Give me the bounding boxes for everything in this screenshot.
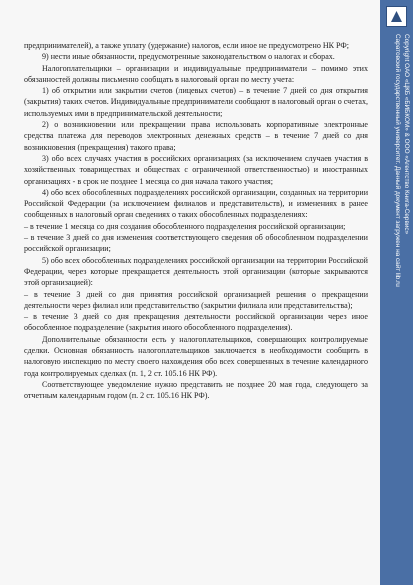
sidebar-line-2: Саратовский государственный университет. Данный документ загружен на сайт lib.ru (394, 34, 401, 287)
paragraph-item-4: 4) обо всех обособленных подразделениях российской организации, созданных на территории Российской Федерации (за исключением филиалов и представительств), и изменениях в ранее сообщенных в налоговый орган сведениях о таких обособленных подразделениях: (24, 187, 368, 220)
paragraph-item-3: 3) обо всех случаях участия в российских организациях (за исключением случаев участия в хозяйственных товариществах и обществах с ограниченной ответственностью) и иностранных организациях - в срок не позднее 1 месяца со дня начала такого участия; (24, 153, 368, 186)
paragraph-item-9: 9) нести иные обязанности, предусмотренные законодательством о налогах и сборах. (42, 52, 335, 62)
copyright-sidebar (380, 0, 413, 585)
logo-mark-icon (391, 11, 402, 22)
library-logo-icon (386, 6, 407, 27)
paragraph-item-2: 2) о возникновении или прекращении права использовать корпоративные электронные средства платежа для переводов электронных денежных средств – в течение 7 дней со дня возникновения (прекращения) такого права; (24, 120, 368, 152)
paragraph-item-1: 1) об открытии или закрытии счетов (лицевых счетов) – в течение 7 дней со дня открытия (закрытия) таких счетов. Индивидуальные предприниматели сообщают в налоговый орган о счетах, используемых ими в предпринимательской деятельности; (24, 86, 368, 118)
paragraph-dash-creation: – в течение 1 месяца со дня создания обособленного подразделения российской организации; (24, 221, 346, 231)
paragraph-notification-deadline: Соответствующее уведомление нужно представить не позднее 20 мая года, следующего за отчетным календарным годом (п. 2 ст. 105.16 НК РФ). (24, 379, 368, 401)
paragraph-dash-other-closure: – в течение 3 дней со дня прекращения деятельности российской организации через иное обособленное подразделение (закрытия иного обособленного подразделения). (24, 312, 368, 333)
sidebar-line-1: Copyright ОАО «ЦКБ «БИБКОМ» & ООО «Aгентство Книга-Сервис» (403, 34, 410, 235)
paragraph-item-5: 5) обо всех обособленных подразделениях российской организации на территории Российской Федерации, через которые прекращается деятельность этой организации (которые закрываются этой организацией): (24, 255, 368, 288)
paragraph-continuation: предпринимателей), а также уплату (удержание) налогов, если иное не предусмотрено НК РФ; (24, 41, 349, 50)
document-body (24, 40, 368, 402)
paragraph-controlled-transactions: Дополнительные обязанности есть у налогоплательщиков, совершающих контролируемые сделки. Основная обязанность налогоплательщиков заключается в необходимости сообщить в налоговую инспекцию по месту своего нахождения обо всех совершенных в течение календарного года контролируемых сделках (п. 1, 2 ст. 105.16 НК РФ). (24, 334, 368, 378)
paragraph-dash-branch-closure: – в течение 3 дней со дня принятия российской организацией решения о прекращении деятельности через филиал или представительство (закрытии филиала или представительства); (24, 289, 368, 310)
paragraph-dash-change: – в течение 3 дней со дня изменения соответствующего сведения об обособленном подразделении российской организации; (24, 233, 368, 254)
sidebar-copyright-text (382, 34, 411, 579)
paragraph-intro-obligations: Налогоплательщики – организации и индивидуальные предприниматели – помимо этих обязанностей должны письменно сообщать в налоговый орган по месту учета: (24, 63, 368, 84)
